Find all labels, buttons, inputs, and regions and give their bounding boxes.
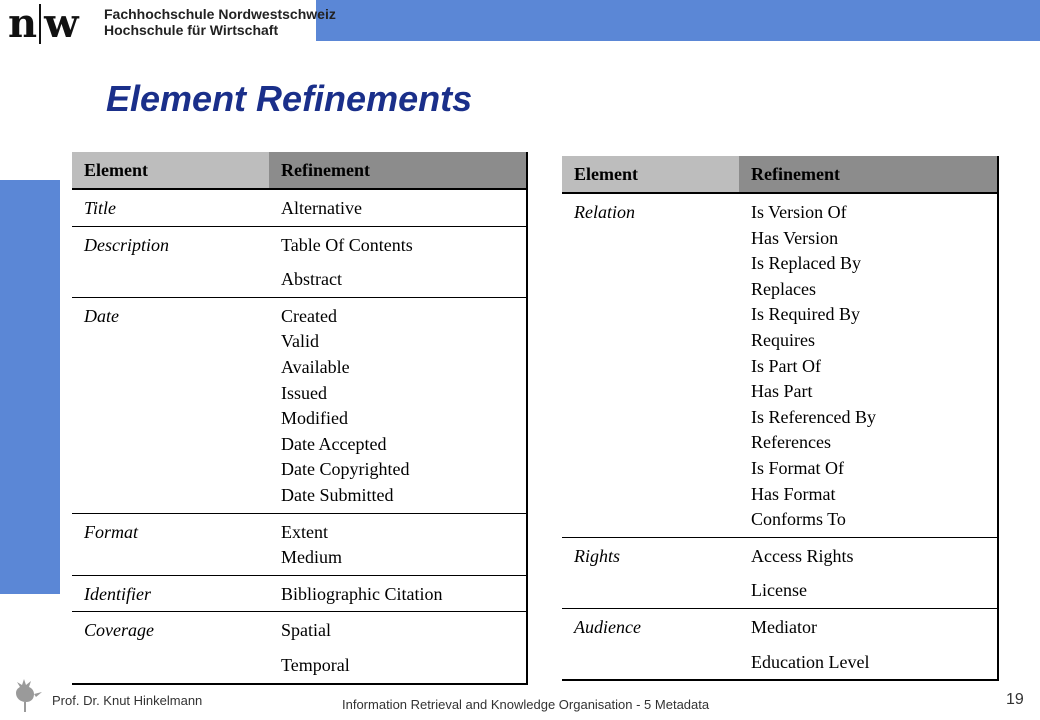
rooster-logo-icon xyxy=(4,672,48,716)
refinement-item: Has Format xyxy=(751,483,836,504)
refinement-item: Conforms To xyxy=(751,509,846,530)
logo xyxy=(8,0,78,48)
refinement-item: Is Replaced By xyxy=(751,253,861,274)
refinement-item: Created xyxy=(281,305,337,326)
refinement-item: Abstract xyxy=(281,269,342,290)
refinement-item: Date Copyrighted xyxy=(281,459,410,480)
table-body xyxy=(72,189,527,684)
refinement-cell xyxy=(269,513,527,575)
refinement-cell xyxy=(739,608,998,680)
page-number: 19 xyxy=(1006,691,1024,708)
footer-course: Information Retrieval and Knowledge Organisation - 5 Metadata xyxy=(342,697,710,712)
refinement-item: Spatial xyxy=(281,620,331,641)
refinement-item: Education Level xyxy=(751,651,870,672)
refinement-item: Is Referenced By xyxy=(751,406,876,427)
refinement-cell xyxy=(269,226,527,297)
refinement-item: License xyxy=(751,580,807,601)
institution-name xyxy=(104,6,336,38)
refinement-item: Issued xyxy=(281,382,327,403)
element-cell: Rights xyxy=(562,537,739,608)
table-row xyxy=(72,575,527,612)
element-cell: Date xyxy=(72,297,269,513)
table-body xyxy=(562,193,998,680)
institution-line-2: Hochschule für Wirtschaft xyxy=(104,22,279,38)
refinement-item: Mediator xyxy=(751,616,817,637)
element-cell: Description xyxy=(72,226,269,297)
refinement-item: Access Rights xyxy=(751,545,854,566)
table-row xyxy=(72,297,527,513)
header-refinement: Refinement xyxy=(269,152,527,189)
refinement-item: Date Submitted xyxy=(281,484,394,505)
table-row xyxy=(72,513,527,575)
element-cell: Relation xyxy=(562,193,739,537)
refinement-item: Medium xyxy=(281,547,342,568)
table-row xyxy=(562,608,998,680)
table-row xyxy=(72,612,527,684)
table-row xyxy=(72,226,527,297)
refinements-table-right xyxy=(562,156,999,681)
element-cell: Coverage xyxy=(84,620,154,641)
table-row xyxy=(72,189,527,226)
table-row xyxy=(562,193,998,537)
element-cell: Audience xyxy=(574,616,641,637)
refinement-item: Modified xyxy=(281,408,348,429)
side-accent-bar xyxy=(0,180,60,594)
refinement-cell xyxy=(739,193,998,537)
refinements-table-left xyxy=(72,152,528,685)
element-cell: Identifier xyxy=(72,575,269,612)
element-cell: Format xyxy=(72,513,269,575)
table-row xyxy=(562,537,998,608)
refinement-item: Is Version Of xyxy=(751,202,847,222)
table-header-row xyxy=(562,156,998,193)
refinement-item: Valid xyxy=(281,331,319,352)
refinement-item: Temporal xyxy=(281,654,350,675)
refinement-item: Requires xyxy=(751,329,815,350)
element-cell: Title xyxy=(72,189,269,226)
refinement-cell xyxy=(739,537,998,608)
refinement-item: Replaces xyxy=(751,278,816,299)
institution-line-1: Fachhochschule Nordwestschweiz xyxy=(104,6,336,22)
refinement-item: Table Of Contents xyxy=(281,234,413,255)
refinement-cell xyxy=(269,189,527,226)
refinement-item: Extent xyxy=(281,521,328,542)
slide-title: Element Refinements xyxy=(106,78,473,119)
refinement-item: Is Part Of xyxy=(751,355,821,376)
refinement-cell xyxy=(269,297,527,513)
footer-author: Prof. Dr. Knut Hinkelmann xyxy=(52,693,203,708)
refinement-item: Has Version xyxy=(751,227,839,248)
refinement-item: Available xyxy=(281,356,350,377)
refinement-cell xyxy=(269,575,527,612)
refinement-item: Bibliographic Citation xyxy=(281,583,443,604)
refinement-item: Alternative xyxy=(281,198,362,218)
header-refinement: Refinement xyxy=(739,156,998,193)
refinement-cell xyxy=(269,612,527,684)
refinement-item: Date Accepted xyxy=(281,433,387,454)
refinement-item: Is Format Of xyxy=(751,457,844,478)
header-bar xyxy=(316,0,1040,41)
refinement-item: Has Part xyxy=(751,381,813,402)
header-element: Element xyxy=(562,156,739,193)
refinement-item: References xyxy=(751,432,831,453)
header-element: Element xyxy=(72,152,269,189)
logo-mark: n w xyxy=(8,0,78,47)
table-header-row xyxy=(72,152,527,189)
refinement-item: Is Required By xyxy=(751,304,860,325)
